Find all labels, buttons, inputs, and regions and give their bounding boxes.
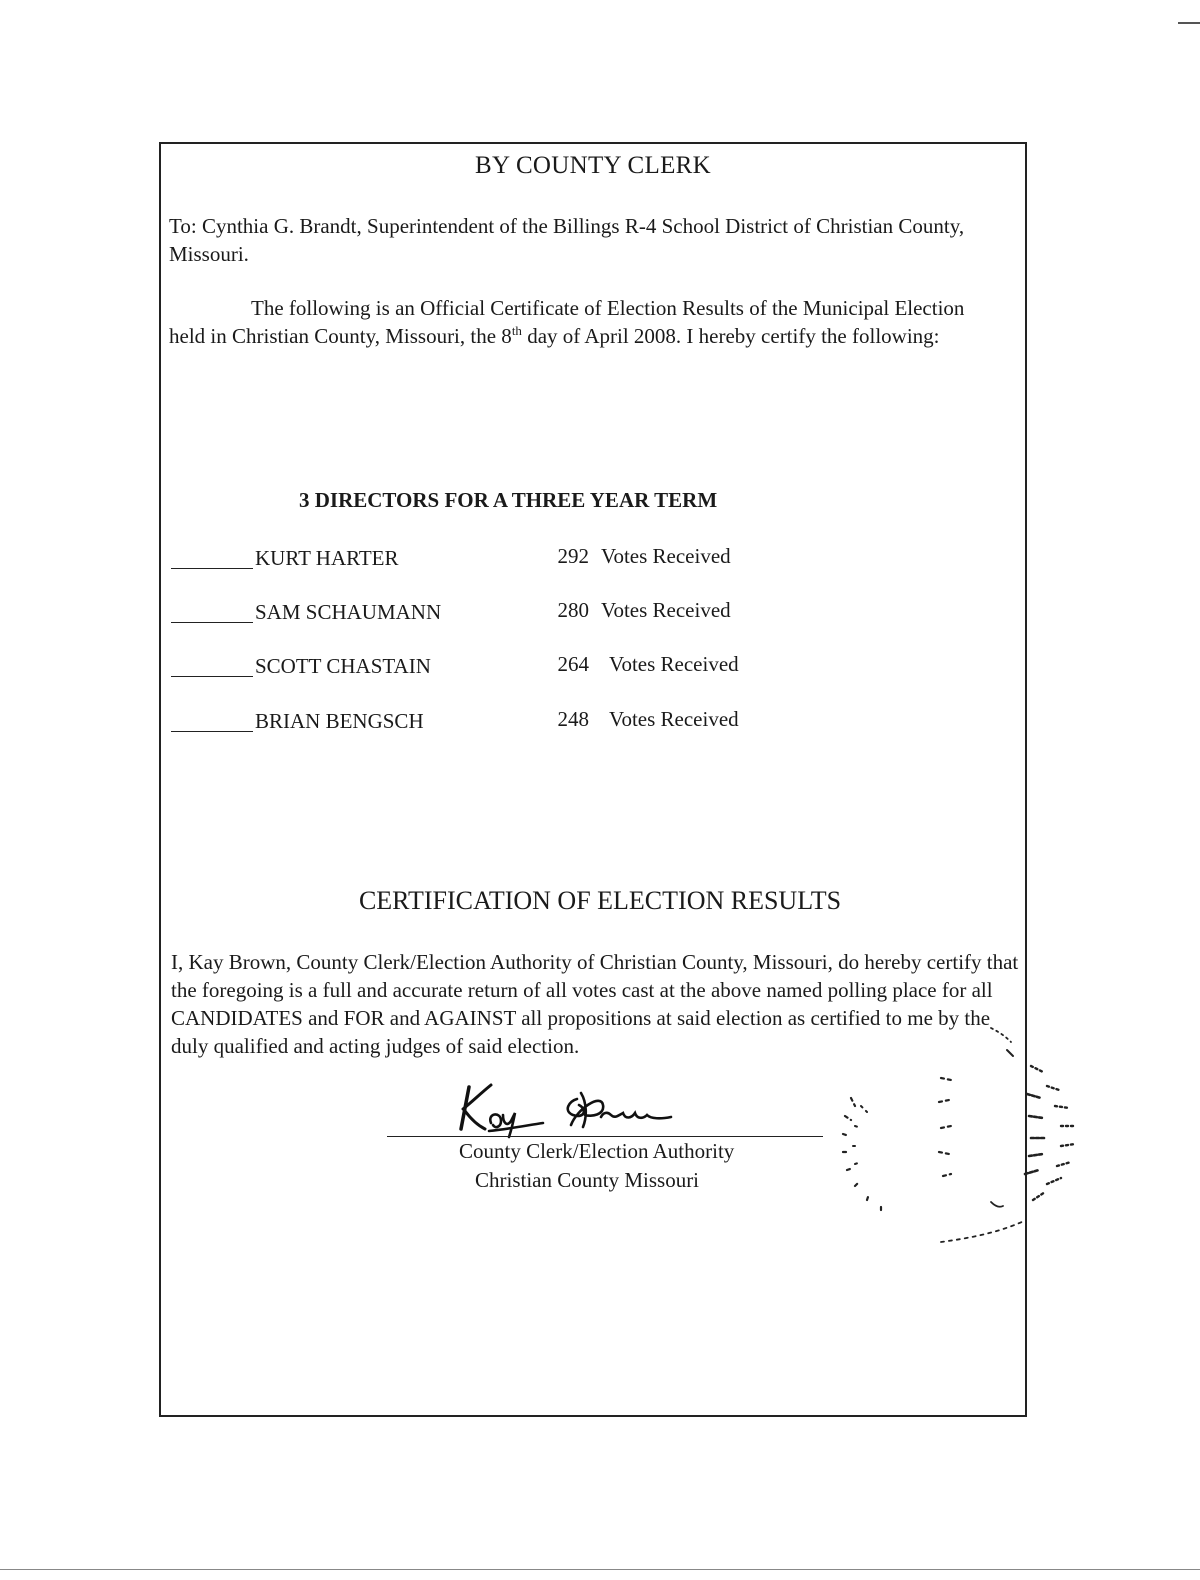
signer-title: County Clerk/Election Authority bbox=[459, 1139, 735, 1163]
candidate-votes: 292 bbox=[557, 544, 589, 568]
intro-ordinal-suffix: th bbox=[511, 323, 522, 338]
votes-label: Votes Received bbox=[609, 652, 739, 676]
candidate-votes: 248 bbox=[557, 707, 589, 731]
candidate-row bbox=[171, 652, 871, 682]
certification-paragraph: I, Kay Brown, County Clerk/Election Authority of Christian County, Missouri, do hereby certify that the foregoing is a full and accurate return of all votes cast at the above named polling place for all CANDIDATES and FOR and AGAINST all propositions at said election as certified to me by the duly qualified and acting judges of said election. bbox=[171, 950, 1019, 1058]
county-seal-stamp bbox=[821, 1006, 1091, 1246]
intro-text-start: The following is an Official Certificate of Election Results of the Municipal Election held in Christian County, Missouri, the 8 bbox=[169, 296, 965, 348]
signature-line bbox=[387, 1136, 823, 1137]
candidate-row bbox=[171, 707, 871, 737]
page-bottom-edge bbox=[0, 1569, 1200, 1570]
page-corner-mark bbox=[1178, 22, 1200, 24]
votes-label: Votes Received bbox=[601, 544, 731, 568]
intro-text-end: day of April 2008. I hereby certify the following: bbox=[521, 324, 940, 348]
candidate-name: SCOTT CHASTAIN bbox=[255, 654, 431, 678]
candidate-checkbox-blank bbox=[171, 676, 253, 677]
candidate-votes: 264 bbox=[557, 652, 589, 676]
office-title: 3 DIRECTORS FOR A THREE YEAR TERM bbox=[299, 488, 718, 512]
candidate-row bbox=[171, 598, 871, 628]
candidate-checkbox-blank bbox=[171, 622, 253, 623]
votes-label: Votes Received bbox=[601, 598, 731, 622]
candidate-name: BRIAN BENGSCH bbox=[255, 709, 424, 733]
candidate-votes: 280 bbox=[557, 598, 589, 622]
certification-heading: CERTIFICATION OF ELECTION RESULTS bbox=[358, 886, 842, 915]
candidate-name: KURT HARTER bbox=[255, 546, 399, 570]
votes-label: Votes Received bbox=[609, 707, 739, 731]
intro-paragraph bbox=[169, 294, 999, 350]
signer-county: Christian County Missouri bbox=[475, 1168, 700, 1192]
candidate-name: SAM SCHAUMANN bbox=[255, 600, 442, 624]
certificate-frame bbox=[159, 142, 1027, 1417]
candidate-checkbox-blank bbox=[171, 568, 253, 569]
candidate-checkbox-blank bbox=[171, 731, 253, 732]
addressee-line: To: Cynthia G. Brandt, Superintendent of the Billings R-4 School District of Christian County, Missouri. bbox=[169, 214, 965, 266]
candidate-row bbox=[171, 544, 871, 574]
certificate-heading: BY COUNTY CLERK bbox=[475, 152, 711, 179]
handwritten-signature bbox=[451, 1079, 711, 1139]
